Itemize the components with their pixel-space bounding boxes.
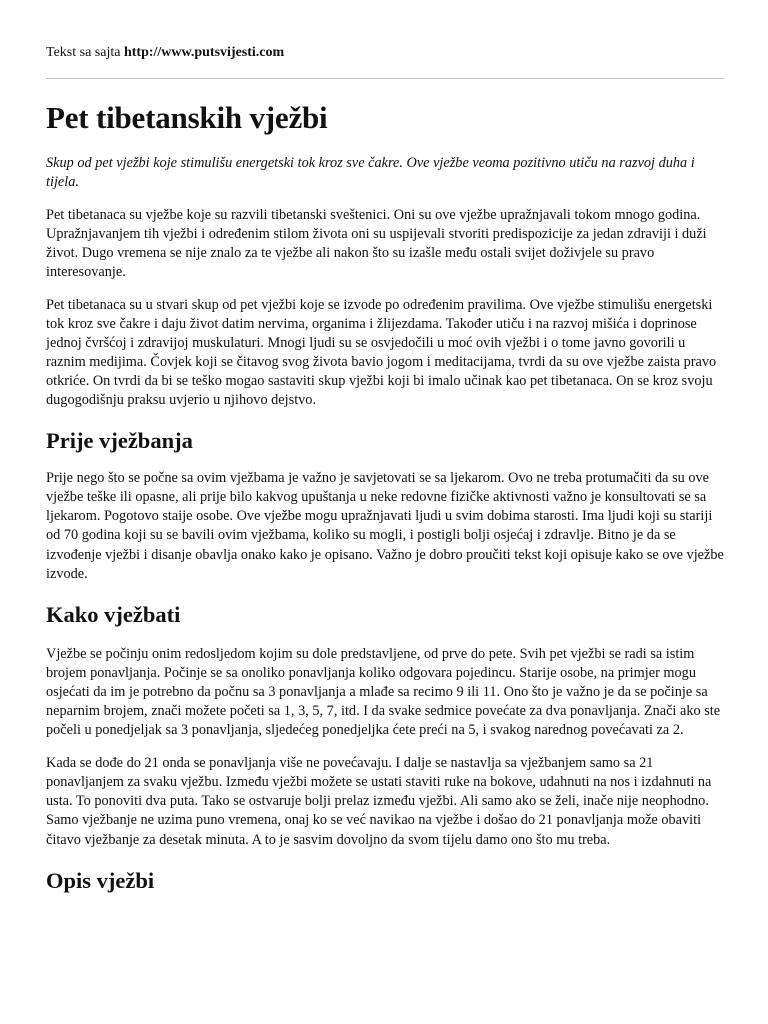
section-heading-kako-vjezbati: Kako vježbati bbox=[46, 601, 181, 627]
header-divider bbox=[46, 78, 724, 79]
kako-vjezbati-paragraph-1: Vježbe se počinju onim redosljedom kojim su dole predstavljene, od prve do pete. Svih pet vježbi se radi sa istim brojem ponavljanja. Počinje se sa onoliko ponavljanja koliko odgovara pojedincu. Starije osobe, na primjer mogu osjećati da im je potrebno da počnu sa 3 ponavljanja a mlađe sa recimo 9 ili 11. Ono što je važno je da se počinje sa neparnim brojem, znači možete početi sa 1, 3, 5, 7, itd. I da svake sedmice povećate za dva ponavljanja. Znači ako ste počeli u ponedjeljak sa 3 ponavljanja, sljedećeg ponedjeljka ćete preći na 5, i svakog narednog povećavati za 2. bbox=[46, 645, 721, 739]
article-lead: Skup od pet vježbi koje stimulišu energetski tok kroz sve čakre. Ove vježbe veoma pozitivno utiču na razvoj duha i tijela. bbox=[46, 155, 695, 191]
intro-paragraph-1: Pet tibetanaca su vježbe koje su razvili tibetanski sveštenici. Oni su ove vježbe upražnjavali tokom mnogo godina. Upražnjavanjem tih vježbi i određenim stilom života oni su uspijevali stvoriti predispozicije za jedan zdraviji i duži život. Dugo vremena se nije znalo za te vježbe ali nakon što su izašle među ostali svijet doživjele su pravo interesovanje. bbox=[46, 207, 707, 281]
section-heading-prije-vjezbanja: Prije vježbanja bbox=[46, 428, 193, 454]
article-title: Pet tibetanskih vježbi bbox=[46, 100, 328, 135]
source-url-link[interactable]: http://www.putsvijesti.com bbox=[123, 45, 285, 60]
article-body bbox=[46, 96, 724, 896]
section-heading-opis-vjezbi: Opis vježbi bbox=[46, 867, 155, 893]
intro-paragraph-2: Pet tibetanaca su u stvari skup od pet vježbi koje se izvode po određenim pravilima. Ove vježbe stimulišu energetski tok kroz sve čakre i daju život datim nervima, organima i žlijezdama. Također utiču i na razvoj mišića i doprinose jednoj čvršćoj i zdravijoj muskulaturi. Mnogi ljudi su se osvjedočili u moć ovih vježbi i o tome javno govorili u raznim medijima. Čovjek koji se čitavog svog života bavio jogom i meditacijama, tvrdi da su ove vježbe zaista pravo otkriće. On tvrdi da bi se teško mogao sastaviti skup vježbi koji bi imalo učinak kao pet tibetanaca. On se kroz svoju dugogodišnju praksu uvjerio u njihovo dejstvo. bbox=[46, 296, 717, 409]
source-attribution bbox=[46, 44, 284, 62]
prije-vjezbanja-paragraph: Prije nego što se počne sa ovim vježbama je važno je savjetovati se sa ljekarom. Ovo ne treba protumačiti da su ove vježbe teške ili opasne, ali prije bilo kakvog upuštanja u neke redovne fizičke aktivnosti važno je konsultovati se sa ljekarom. Pogotovo staije osobe. Ove vježbe mogu upražnjavati ljudi u svim dobima starosti. Ima ljudi koji su stariji od 70 godina koji su se bavili ovim vježbama, koliko su mogli, i postigli bolji osjećaj i zdravlje. Bitno je da se izvođenje vježbi i disanje obavlja onako kako je opisano. Važno je dobro proučiti tekst koji opisuje kako se ove vježbe izvode. bbox=[46, 470, 724, 582]
source-prefix: Tekst sa sajta bbox=[46, 45, 124, 60]
kako-vjezbati-paragraph-2: Kada se dođe do 21 onda se ponavljanja više ne povećavaju. I dalje se nastavlja sa vježbanjem samo sa 21 ponavljanjem za svaku vježbu. Između vježbi možete se ustati staviti ruke na bokove, udahnuti na nos i izdahnuti na usta. To ponoviti dva puta. Tako se ostvaruje bolji prelaz između vježbi. Ali samo ako se želi, inače nije neophodno. Samo vježbanje ne uzima puno vremena, onaj ko se već navikao na vježbe i došao do 21 ponavljanja može obaviti čitavo vježbanje za desetak minuta. A to je sasvim dovoljno da svom tijelu damo ono što mu treba. bbox=[46, 755, 712, 848]
